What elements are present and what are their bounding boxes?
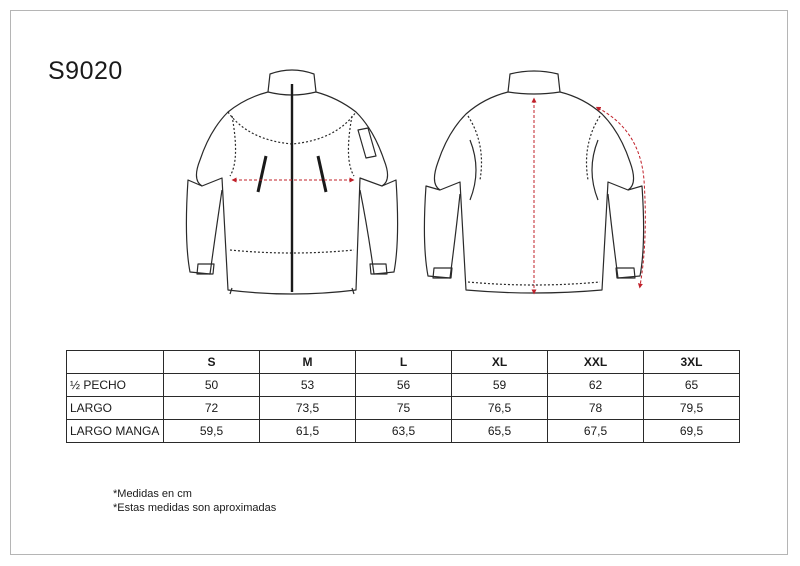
table-cell: 50: [164, 374, 260, 397]
table-cell: 65: [644, 374, 740, 397]
table-cell: 67,5: [548, 420, 644, 443]
table-cell: 56: [356, 374, 452, 397]
row-label: LARGO MANGA: [67, 420, 164, 443]
notes: [113, 488, 276, 515]
header-cell-l: L: [356, 351, 452, 374]
table-cell: 53: [260, 374, 356, 397]
table-cell: 61,5: [260, 420, 356, 443]
size-table: [66, 350, 740, 443]
table-cell: 59,5: [164, 420, 260, 443]
header-cell-s: S: [164, 351, 260, 374]
table-row: [67, 397, 740, 420]
table-header-row: [67, 351, 740, 374]
header-cell-xl: XL: [452, 351, 548, 374]
jacket-drawings: [170, 60, 670, 300]
header-cell-3xl: 3XL: [644, 351, 740, 374]
header-cell-xxl: XXL: [548, 351, 644, 374]
row-label: LARGO: [67, 397, 164, 420]
table-cell: 78: [548, 397, 644, 420]
right-pocket-zip: [318, 156, 326, 192]
table-cell: 72: [164, 397, 260, 420]
table-cell: 76,5: [452, 397, 548, 420]
table-row: [67, 420, 740, 443]
table-cell: 75: [356, 397, 452, 420]
table-cell: 62: [548, 374, 644, 397]
note-units: *Medidas en cm: [113, 488, 192, 500]
row-label: ½ PECHO: [67, 374, 164, 397]
table-row: [67, 374, 740, 397]
product-code: S9020: [48, 57, 123, 85]
table-cell: 65,5: [452, 420, 548, 443]
table-cell: 79,5: [644, 397, 740, 420]
left-pocket-zip: [258, 156, 266, 192]
table-cell: 59: [452, 374, 548, 397]
table-cell: 63,5: [356, 420, 452, 443]
note-approximate: *Estas medidas son aproximadas: [113, 501, 277, 514]
table-cell: 73,5: [260, 397, 356, 420]
table-cell: 69,5: [644, 420, 740, 443]
header-cell-m: M: [260, 351, 356, 374]
sleeve-measure-line: [598, 108, 645, 286]
header-cell-empty: [67, 351, 164, 374]
